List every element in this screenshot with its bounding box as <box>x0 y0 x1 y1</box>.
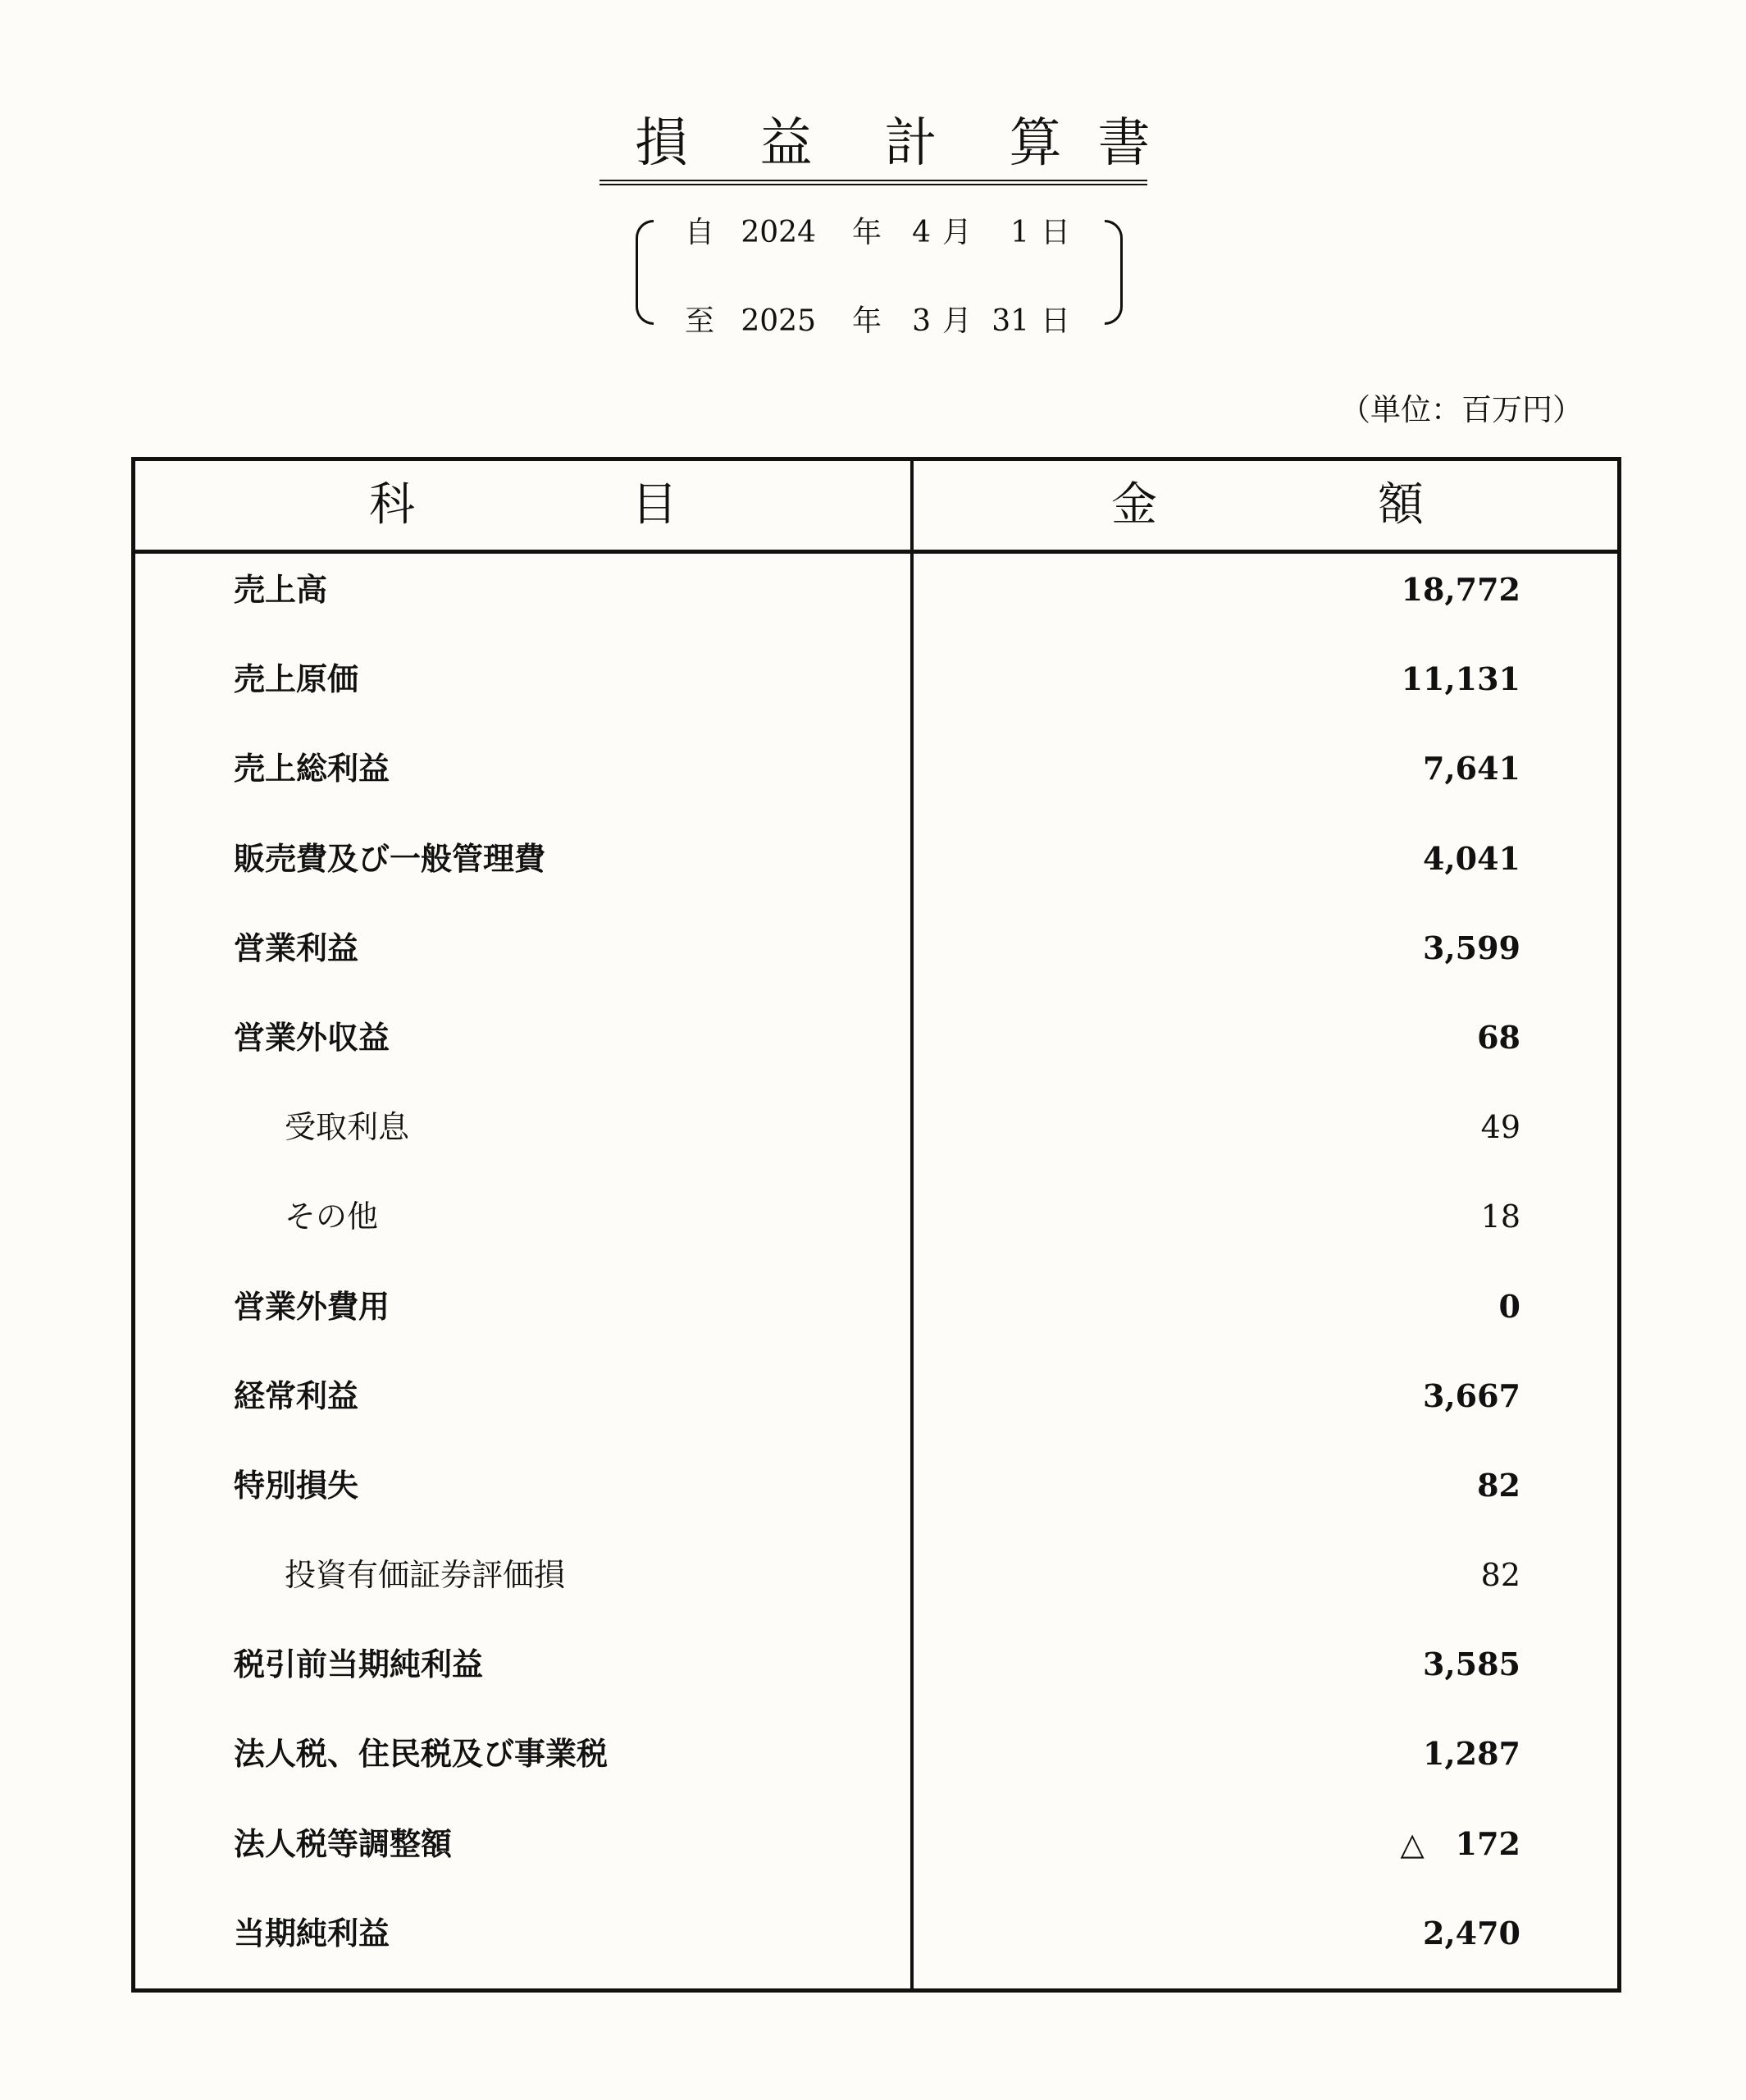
row-label: 特別損失 <box>234 1466 359 1504</box>
row-label: 売上高 <box>234 571 328 608</box>
row-label: その他 <box>285 1198 379 1235</box>
period-from-day: 1 <box>1010 216 1029 249</box>
table-row <box>135 1013 1617 1102</box>
row-amount: 2,470 <box>1423 1914 1520 1952</box>
table-row <box>135 1102 1617 1192</box>
left-bracket <box>636 220 654 325</box>
table-row <box>135 1909 1617 1998</box>
header-amount-char: 額 <box>1378 478 1424 532</box>
row-amount: 18,772 <box>1401 571 1520 608</box>
row-amount: 82 <box>1480 1557 1520 1594</box>
unit-note: （単位：百万円） <box>1340 392 1583 427</box>
period-to-tsuki: 月 <box>941 304 972 338</box>
period-from-label: 自 <box>685 216 715 249</box>
table-row <box>135 1372 1617 1461</box>
title-char: 益 <box>759 113 813 174</box>
row-amount: 3,599 <box>1423 929 1520 966</box>
row-label: 売上総利益 <box>234 750 390 788</box>
table-row <box>135 744 1617 833</box>
period-to-month: 3 <box>912 304 931 338</box>
row-amount: 1,287 <box>1423 1735 1520 1773</box>
title-char: 計 <box>884 113 937 174</box>
row-label: 販売費及び一般管理費 <box>234 839 546 877</box>
right-bracket <box>1105 220 1123 325</box>
title-char: 算 <box>1009 113 1062 174</box>
period-to-label: 至 <box>685 304 715 338</box>
row-label: 法人税、住民税及び事業税 <box>234 1735 609 1773</box>
period-to-year: 2025 <box>741 304 816 338</box>
row-amount: 4,041 <box>1423 839 1520 877</box>
period-to-day: 31 <box>992 304 1029 338</box>
row-amount: 11,131 <box>1401 660 1520 698</box>
row-amount: 0 <box>1498 1287 1520 1325</box>
table-row <box>135 1550 1617 1640</box>
row-amount: 3,667 <box>1423 1376 1520 1414</box>
table-row <box>135 655 1617 744</box>
period-from-nichi: 日 <box>1040 216 1070 249</box>
fiscal-period <box>636 215 1123 338</box>
table-header <box>135 461 1617 554</box>
table-row <box>135 565 1617 655</box>
table-body <box>135 565 1617 1998</box>
title-char: 書 <box>1097 113 1151 174</box>
table-row <box>135 1192 1617 1281</box>
row-amount: 7,641 <box>1423 750 1520 788</box>
table-row <box>135 924 1617 1013</box>
row-label: 税引前当期純利益 <box>234 1646 484 1683</box>
document-title <box>599 111 1151 185</box>
title-char: 損 <box>635 113 688 174</box>
row-label: 売上原価 <box>234 660 359 698</box>
period-to <box>685 304 1070 340</box>
row-label: 営業利益 <box>234 929 359 966</box>
period-from-year: 2024 <box>741 216 816 249</box>
table-row <box>135 1640 1617 1729</box>
header-item-char: 目 <box>631 478 677 532</box>
header-amount-char: 金 <box>1111 478 1157 532</box>
period-from-month: 4 <box>912 216 931 249</box>
row-amount: 82 <box>1477 1466 1520 1504</box>
table-row <box>135 1819 1617 1909</box>
row-label: 営業外収益 <box>234 1018 390 1056</box>
row-amount: 68 <box>1477 1018 1520 1056</box>
header-item-char: 科 <box>369 478 415 532</box>
row-amount: 49 <box>1480 1109 1520 1146</box>
period-from <box>685 215 1070 251</box>
row-label: 法人税等調整額 <box>234 1824 453 1862</box>
document-title-area <box>0 111 1746 185</box>
period-to-nichi: 日 <box>1040 304 1070 338</box>
row-amount: 18 <box>1480 1198 1520 1235</box>
table-row <box>135 1282 1617 1372</box>
row-amount: 3,585 <box>1423 1646 1520 1683</box>
row-label: 経常利益 <box>234 1376 359 1414</box>
row-amount: △ 172 <box>1400 1824 1520 1862</box>
period-to-nen: 年 <box>851 304 882 338</box>
row-label: 投資有価証券評価損 <box>285 1557 566 1594</box>
table-row <box>135 1729 1617 1819</box>
table-row <box>135 834 1617 924</box>
table-row <box>135 1461 1617 1550</box>
row-label: 受取利息 <box>285 1109 410 1146</box>
income-statement-table <box>131 457 1621 1993</box>
row-label: 当期純利益 <box>234 1914 390 1952</box>
period-from-nen: 年 <box>851 216 882 249</box>
period-from-tsuki: 月 <box>941 216 972 249</box>
row-label: 営業外費用 <box>234 1287 390 1325</box>
